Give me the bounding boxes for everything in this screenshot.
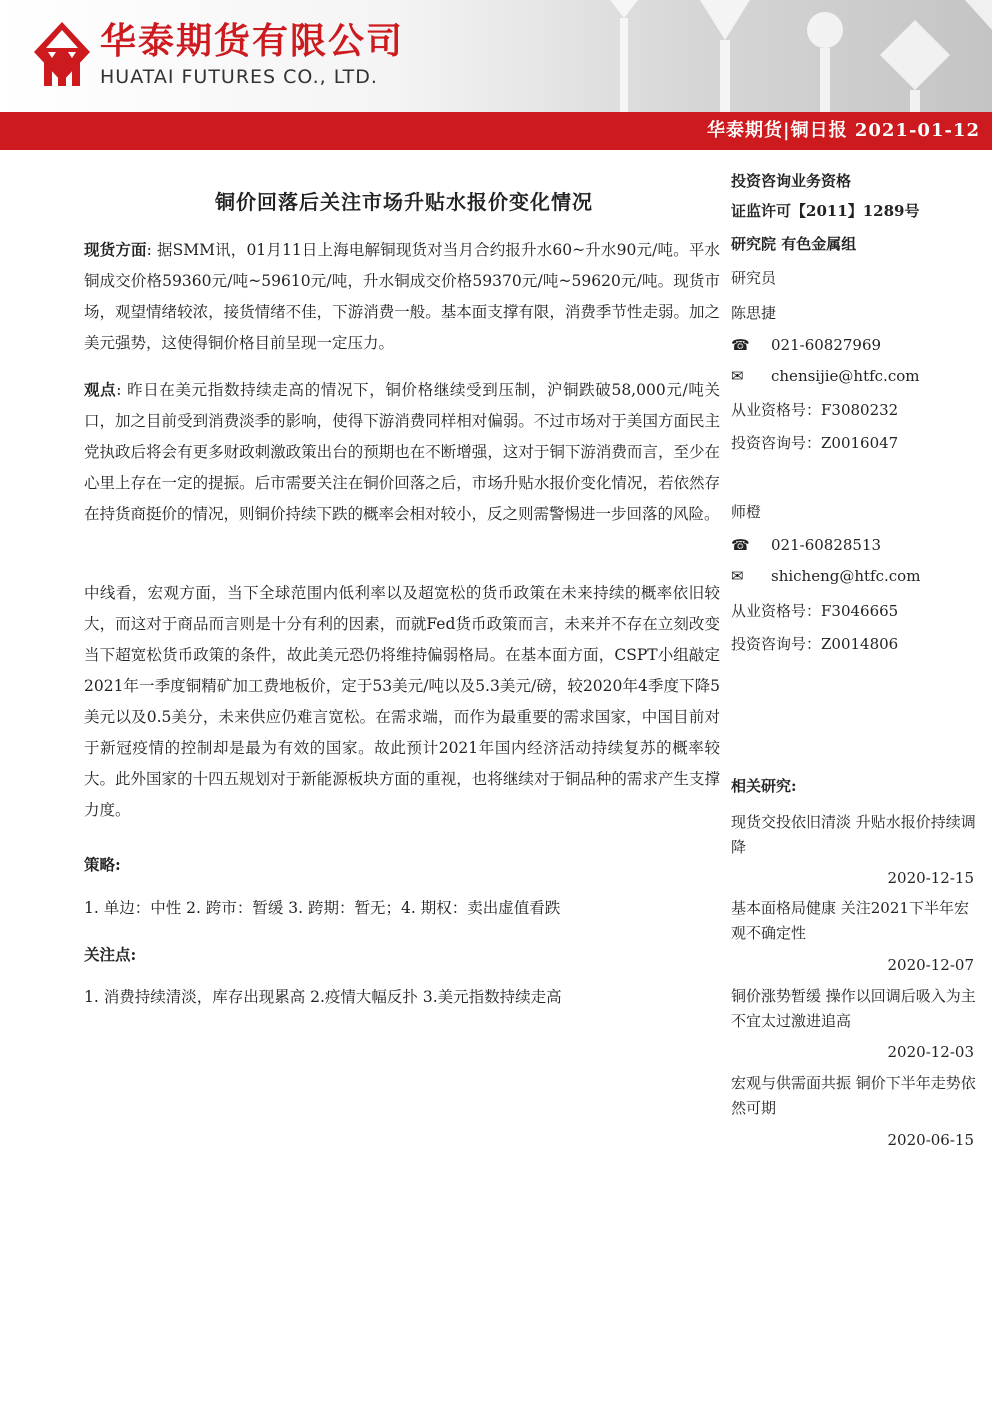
analyst2-email[interactable]: shicheng@htfc.com — [771, 567, 921, 585]
view-label: 观点 — [84, 380, 117, 399]
related-item-title[interactable]: 现货交投依旧清淡 升贴水报价持续调降 — [731, 813, 976, 856]
related-item-date: 2020-12-07 — [887, 956, 974, 974]
company-name-en: HUATAI FUTURES CO., LTD. — [100, 66, 378, 88]
related-item-title[interactable]: 铜价涨势暂缓 操作以回调后吸入为主不宜太过激进追高 — [731, 987, 976, 1030]
company-logo-icon — [34, 22, 90, 86]
institute-group: 研究院 有色金属组 — [731, 235, 857, 253]
company-name-cn: 华泰期货有限公司 — [100, 21, 405, 62]
related-heading: 相关研究: — [731, 777, 797, 795]
view-paragraph — [84, 374, 720, 530]
analyst2-phone: 021-60828513 — [771, 536, 882, 554]
report-bar-text: 华泰期货|铜日报 2021-01-12 — [707, 120, 980, 141]
phone-icon: ☎ — [731, 536, 750, 554]
related-item-title[interactable]: 宏观与供需面共振 铜价下半年走势依然可期 — [731, 1074, 976, 1117]
report-title-bar — [0, 112, 992, 150]
qualification-line1: 投资咨询业务资格 — [731, 172, 852, 190]
midterm-paragraph: 中线看，宏观方面，当下全球范围内低利率以及超宽松的货币政策在未来持续的概率依旧较大，而这对于商品而言则是十分有利的因素，而就Fed货币政策而言，未来并不存在立刻改变当下超宽松货币政策的条件，故此美元恐仍将维持偏弱格局。在基本面方面，CSPT小组敲定2021年一季度铜精矿加工费地板价，定于53美元/吨以及5.3美元/磅，较2020年4季度下降5美元以及0.5美分，未来供应仍难言宽松。在需求端，而作为最重要的需求国家，中国目前对于新冠疫情的控制却是最为有效的国家。故此预计2021年国内经济活动持续复苏的概率较大。此外国家的十四五规划对于新能源板块方面的重视，也将继续对于铜品种的需求产生支撑力度。 — [84, 584, 720, 819]
focus-heading: 关注点: — [84, 945, 137, 964]
related-item-date: 2020-06-15 — [887, 1131, 974, 1149]
analyst1-phone-row — [731, 334, 881, 356]
analyst2-name: 师橙 — [731, 503, 762, 521]
analyst2-consult: 投资咨询号：Z0014806 — [731, 635, 899, 653]
strategy-text: 1. 单边：中性 2. 跨市：暂缓 3. 跨期：暂无；4. 期权：卖出虚值看跌 — [84, 899, 561, 917]
related-item-title[interactable]: 基本面格局健康 关注2021下半年宏观不确定性 — [731, 899, 969, 942]
analyst2-license: 从业资格号：F3046665 — [731, 602, 899, 620]
spot-paragraph — [84, 234, 720, 359]
analyst1-phone: 021-60827969 — [771, 336, 882, 354]
article-title: 铜价回落后关注市场升贴水报价变化情况 — [215, 190, 593, 214]
mail-icon: ✉ — [731, 367, 744, 385]
analyst2-phone-row — [731, 534, 881, 556]
spot-label: 现货方面 — [84, 240, 147, 259]
view-text: : 昨日在美元指数持续走高的情况下，铜价格继续受到压制，沪铜跌破58,000元/吨关口，加之目前受到消费淡季的影响，使得下游消费同样相对偏弱。不过市场对于美国方面民主党执政后将会有更多财政刺激政策出台的预期也在不断增强，这对于铜下游消费而言，至少在心里上存在一定的提振。后市需要关注在铜价回落之后，市场升贴水报价变化情况，若依然存在持货商挺价的情况，则铜价持续下跌的概率会相对较小，反之则需警惕进一步回落的风险。 — [84, 381, 720, 523]
analyst-role: 研究员 — [731, 269, 777, 287]
qualification-line2: 证监许可【2011】1289号 — [731, 202, 920, 220]
focus-text: 1. 消费持续清淡，库存出现累高 2.疫情大幅反扑 3.美元指数持续走高 — [84, 988, 562, 1006]
analyst1-license: 从业资格号：F3080232 — [731, 401, 899, 419]
analyst1-email[interactable]: chensijie@htfc.com — [771, 367, 920, 385]
related-item-date: 2020-12-15 — [887, 869, 974, 887]
phone-icon: ☎ — [731, 336, 750, 354]
analyst2-email-row — [731, 565, 920, 587]
related-item-date: 2020-12-03 — [887, 1043, 974, 1061]
strategy-heading: 策略: — [84, 855, 121, 874]
analyst1-email-row — [731, 365, 919, 387]
analyst1-name: 陈思捷 — [731, 304, 777, 322]
spot-text: : 据SMM讯，01月11日上海电解铜现货对当月合约报升水60~升水90元/吨。平水铜成交价格59360元/吨~59610元/吨，升水铜成交价格59370元/吨~59620元/吨。现货市场，观望情绪较浓，接货情绪不佳，下游消费一般。基本面支撑有限，消费季节性走弱。加之美元强势，这使得铜价格目前呈现一定压力。 — [84, 241, 720, 352]
decorative-pattern — [560, 0, 992, 112]
header-band — [0, 0, 992, 112]
analyst1-consult: 投资咨询号：Z0016047 — [731, 434, 899, 452]
mail-icon: ✉ — [731, 567, 744, 585]
